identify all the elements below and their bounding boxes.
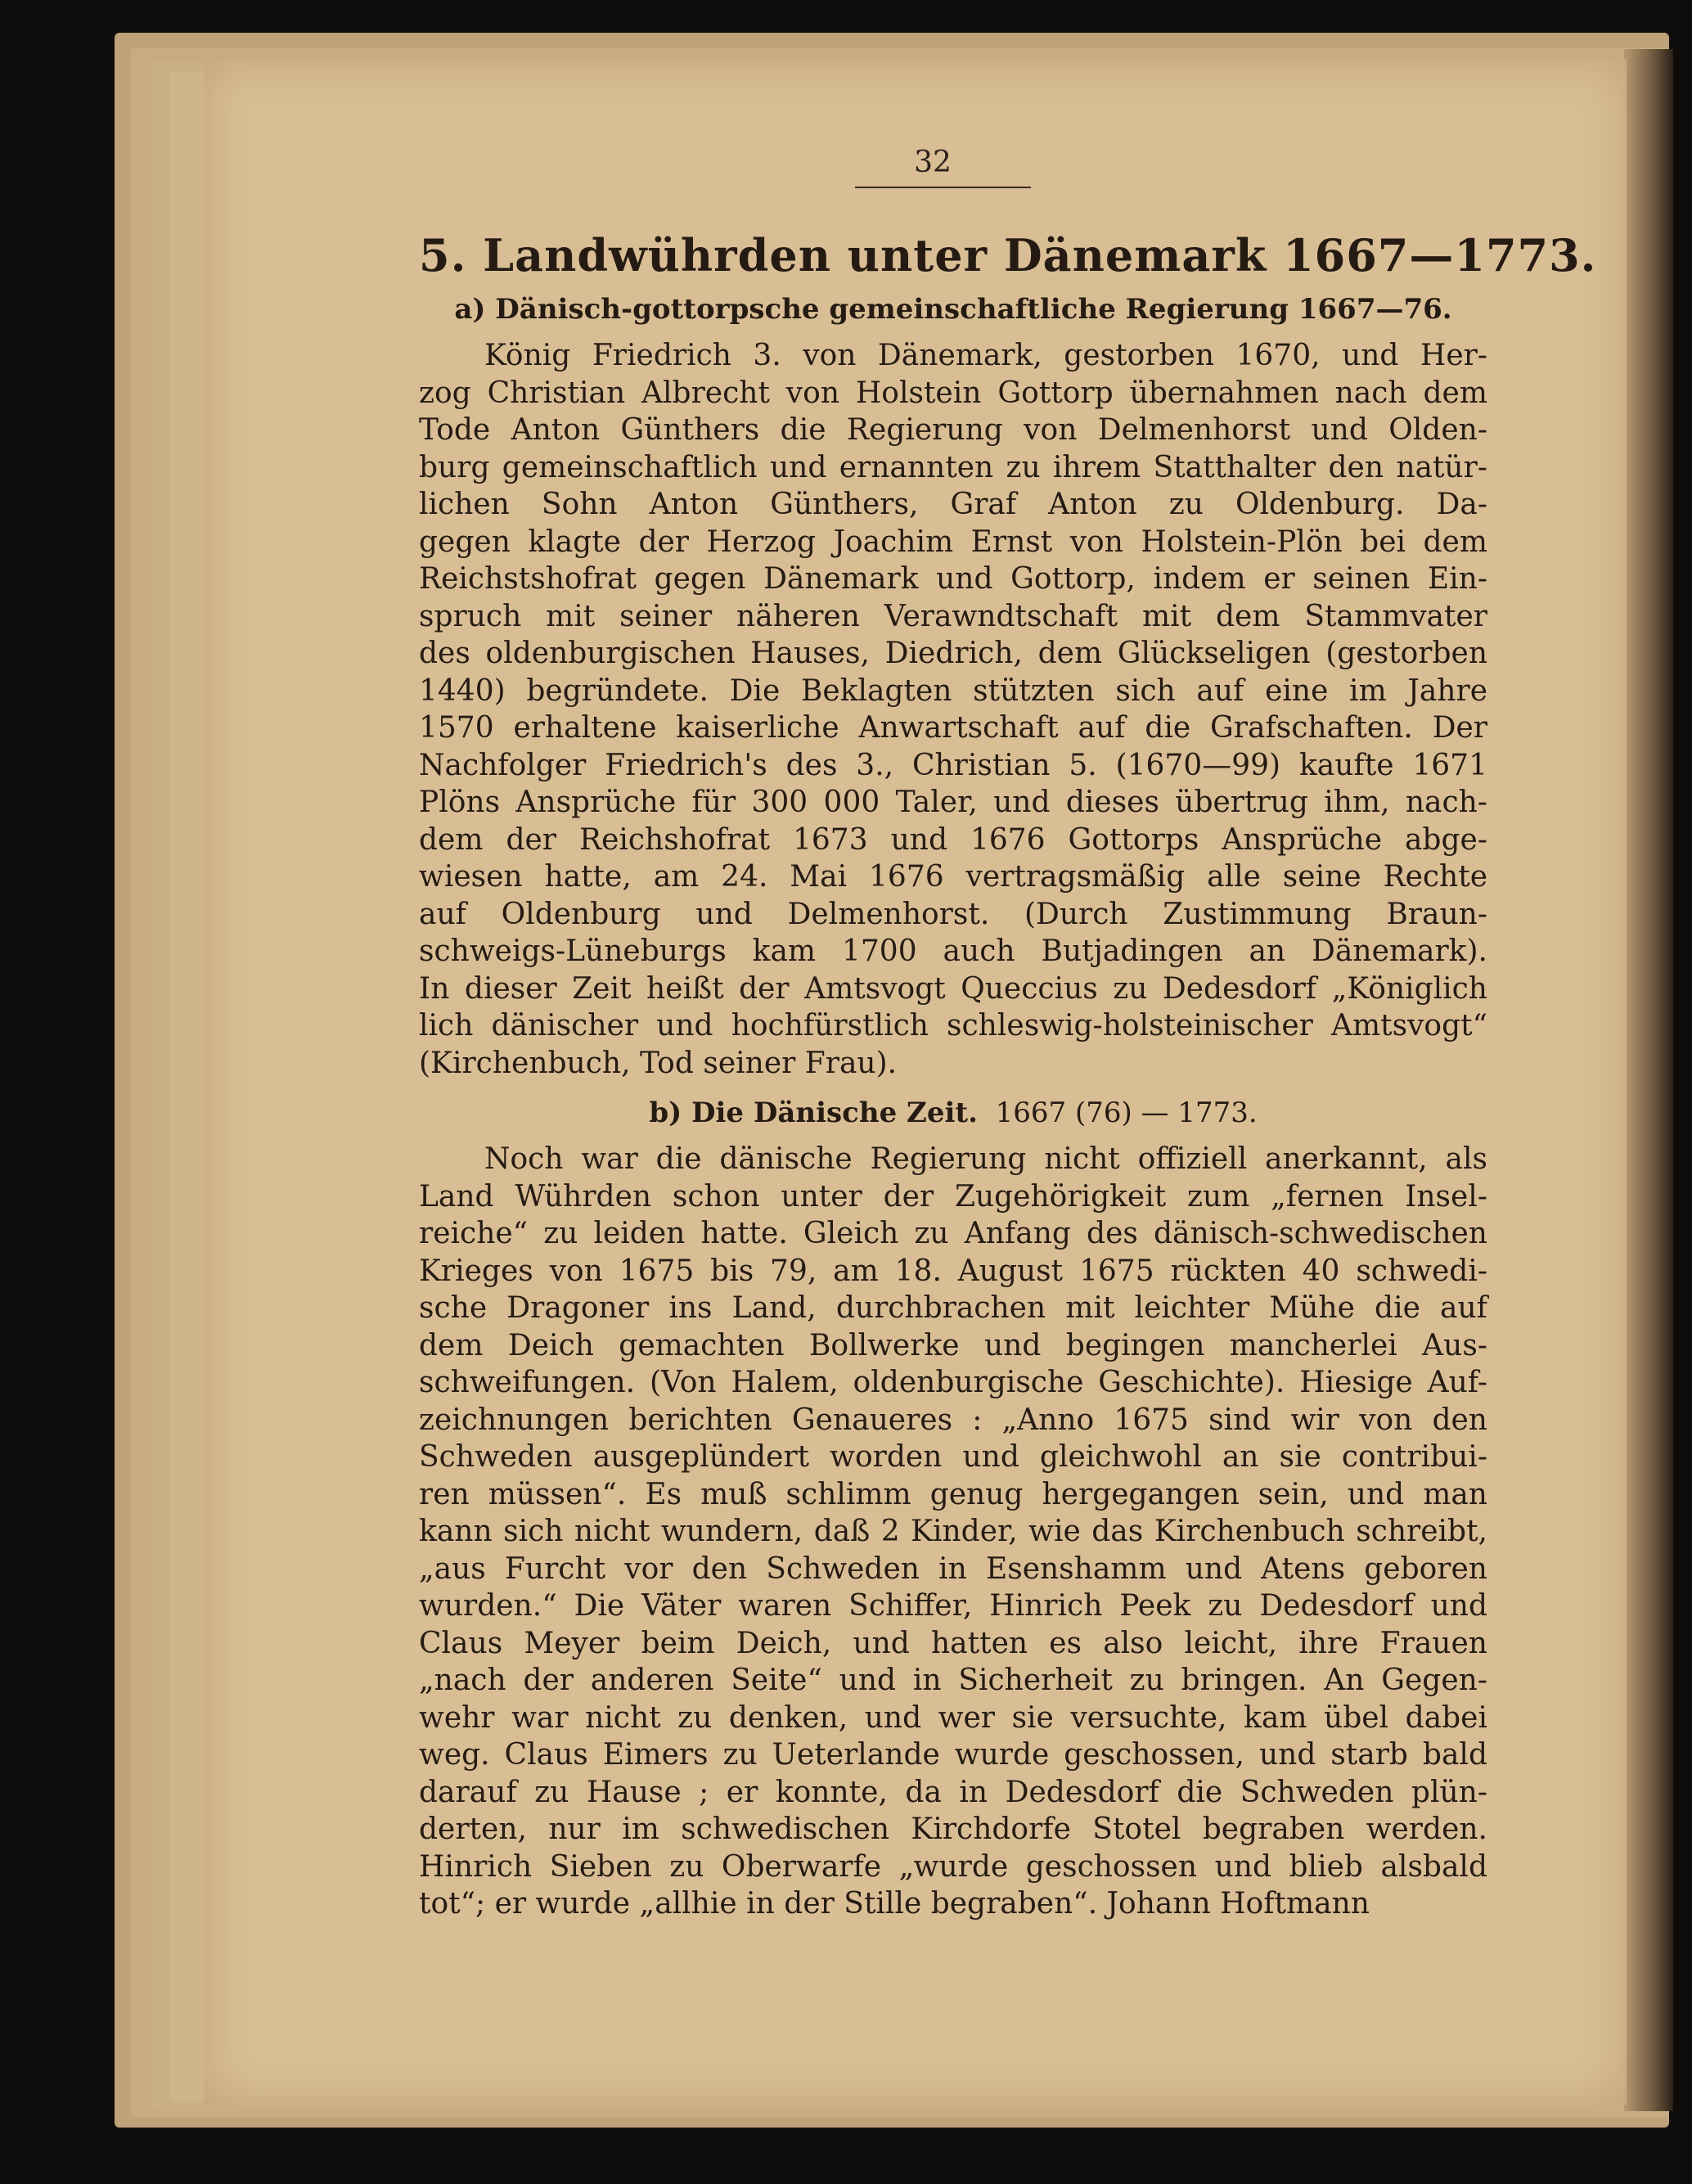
text-line: dem Deich gemachten Bollwerke und begingen mancherlei Aus- xyxy=(419,1328,1487,1362)
section-a-paragraph xyxy=(419,337,1487,1082)
text-line: sche Dragoner ins Land, durchbrachen mit leichter Mühe die auf xyxy=(419,1291,1487,1325)
text-line: Reichstshofrat gegen Dänemark und Gottorp, indem er seinen Ein- xyxy=(419,562,1487,596)
text-line: zeichnungen berichten Genaueres : „Anno 1675 sind wir von den xyxy=(419,1403,1487,1437)
text-line: des oldenburgischen Hauses, Diedrich, dem Glückseligen (gestorben xyxy=(419,637,1487,670)
text-line: Claus Meyer beim Deich, und hatten es also leicht, ihre Frauen xyxy=(419,1626,1487,1660)
text-line: schweigs-Lüneburgs kam 1700 auch Butjadingen an Dänemark). xyxy=(419,934,1487,968)
section-a-heading: a) Dänisch-gottorpsche gemeinschaftliche Regierung 1667—76. xyxy=(454,293,1452,326)
text-line: lich dänischer und hochfürstlich schleswig-holsteinischer Amtsvogt“ xyxy=(419,1009,1487,1042)
text-line: Plöns Ansprüche für 300 000 Taler, und dieses übertrug ihm, nach- xyxy=(419,786,1487,819)
text-line: Noch war die dänische Regierung nicht offiziell anerkannt, als xyxy=(484,1142,1487,1176)
text-line: In dieser Zeit heißt der Amtsvogt Queccius zu Dedesdorf „Königlich xyxy=(419,971,1487,1006)
text-line: Nachfolger Friedrich's des 3., Christian 5. (1670—99) kaufte 1671 xyxy=(419,748,1487,782)
text-line: auf Oldenburg und Delmenhorst. (Durch Zustimmung Braun- xyxy=(419,897,1487,931)
text-line: wehr war nicht zu denken, und wer sie versuchte, kam übel dabei xyxy=(419,1700,1487,1735)
text-line: schweifungen. (Von Halem, oldenburgische Geschichte). Hiesige Auf- xyxy=(419,1366,1487,1399)
text-line: Hinrich Sieben zu Oberwarfe „wurde geschossen und blieb alsbald xyxy=(419,1849,1487,1884)
text-line: wurden.“ Die Väter waren Schiffer, Hinrich Peek zu Dedesdorf und xyxy=(419,1589,1487,1623)
page-content xyxy=(419,229,1597,1923)
page-number-rule xyxy=(855,187,1031,188)
text-line: spruch mit seiner näheren Verawndtschaft mit dem Stammvater xyxy=(419,599,1487,633)
text-line: „aus Furcht vor den Schweden in Esenshamm und Atens geboren xyxy=(419,1551,1487,1586)
text-line: kann sich nicht wundern, daß 2 Kinder, wie das Kirchenbuch schreibt, xyxy=(419,1515,1487,1548)
text-line: gegen klagte der Herzog Joachim Ernst von Holstein-Plön bei dem xyxy=(419,525,1487,559)
text-line: Krieges von 1675 bis 79, am 18. August 1675 rückten 40 schwedi- xyxy=(419,1254,1487,1288)
text-line: ren müssen“. Es muß schlimm genug hergegangen sein, und man xyxy=(419,1477,1487,1511)
text-line: wiesen hatte, am 24. Mai 1676 vertragsmäßig alle seine Rechte xyxy=(419,860,1487,894)
book-gutter xyxy=(1624,49,1673,2111)
text-line: reiche“ zu leiden hatte. Gleich zu Anfang des dänisch-schwedischen xyxy=(419,1217,1487,1250)
text-line: Tode Anton Günthers die Regierung von Delmenhorst und Olden- xyxy=(419,413,1487,447)
text-line: (Kirchenbuch, Tod seiner Frau). xyxy=(419,1046,898,1080)
text-line: darauf zu Hause ; er konnte, da in Dedesdorf die Schweden plün- xyxy=(419,1775,1487,1809)
text-line: König Friedrich 3. von Dänemark, gestorben 1670, und Her- xyxy=(484,339,1487,372)
text-line: „nach der anderen Seite“ und in Sicherheit zu bringen. An Gegen- xyxy=(419,1664,1487,1697)
text-line: 1570 erhaltene kaiserliche Anwartschaft auf die Grafschaften. Der xyxy=(419,711,1487,745)
section-b-paragraph xyxy=(419,1141,1487,1923)
page-number: 32 xyxy=(914,146,952,179)
text-line: 1440) begründete. Die Beklagten stützten sich auf eine im Jahre xyxy=(419,673,1487,708)
text-line: weg. Claus Eimers zu Ueterlande wurde geschossen, und starb bald xyxy=(419,1738,1487,1772)
text-line: lichen Sohn Anton Günthers, Graf Anton zu Oldenburg. Da- xyxy=(419,488,1487,521)
text-line: zog Christian Albrecht von Holstein Gottorp übernahmen nach dem xyxy=(419,376,1487,410)
text-line: dem der Reichshofrat 1673 und 1676 Gottorps Ansprüche abge- xyxy=(419,822,1487,857)
text-line: Schweden ausgeplündert worden und gleichwohl an sie contribui- xyxy=(419,1440,1487,1474)
text-line: burg gemeinschaftlich und ernannten zu ihrem Statthalter den natür- xyxy=(419,450,1487,484)
section-b-heading-title: b) Die Dänische Zeit. xyxy=(649,1097,978,1129)
section-b-heading xyxy=(419,1097,1487,1129)
text-line: derten, nur im schwedischen Kirchdorfe Stotel begraben werden. xyxy=(419,1812,1487,1846)
chapter-title: 5. Landwührden unter Dänemark 1667—1773. xyxy=(419,229,1597,281)
text-line: Land Wührden schon unter der Zugehörigkeit zum „fernen Insel- xyxy=(419,1179,1487,1214)
text-line: tot“; er wurde „allhie in der Stille begraben“. Johann Hoftmann xyxy=(419,1887,1370,1921)
section-b-heading-dates: 1667 (76) — 1773. xyxy=(995,1097,1258,1129)
